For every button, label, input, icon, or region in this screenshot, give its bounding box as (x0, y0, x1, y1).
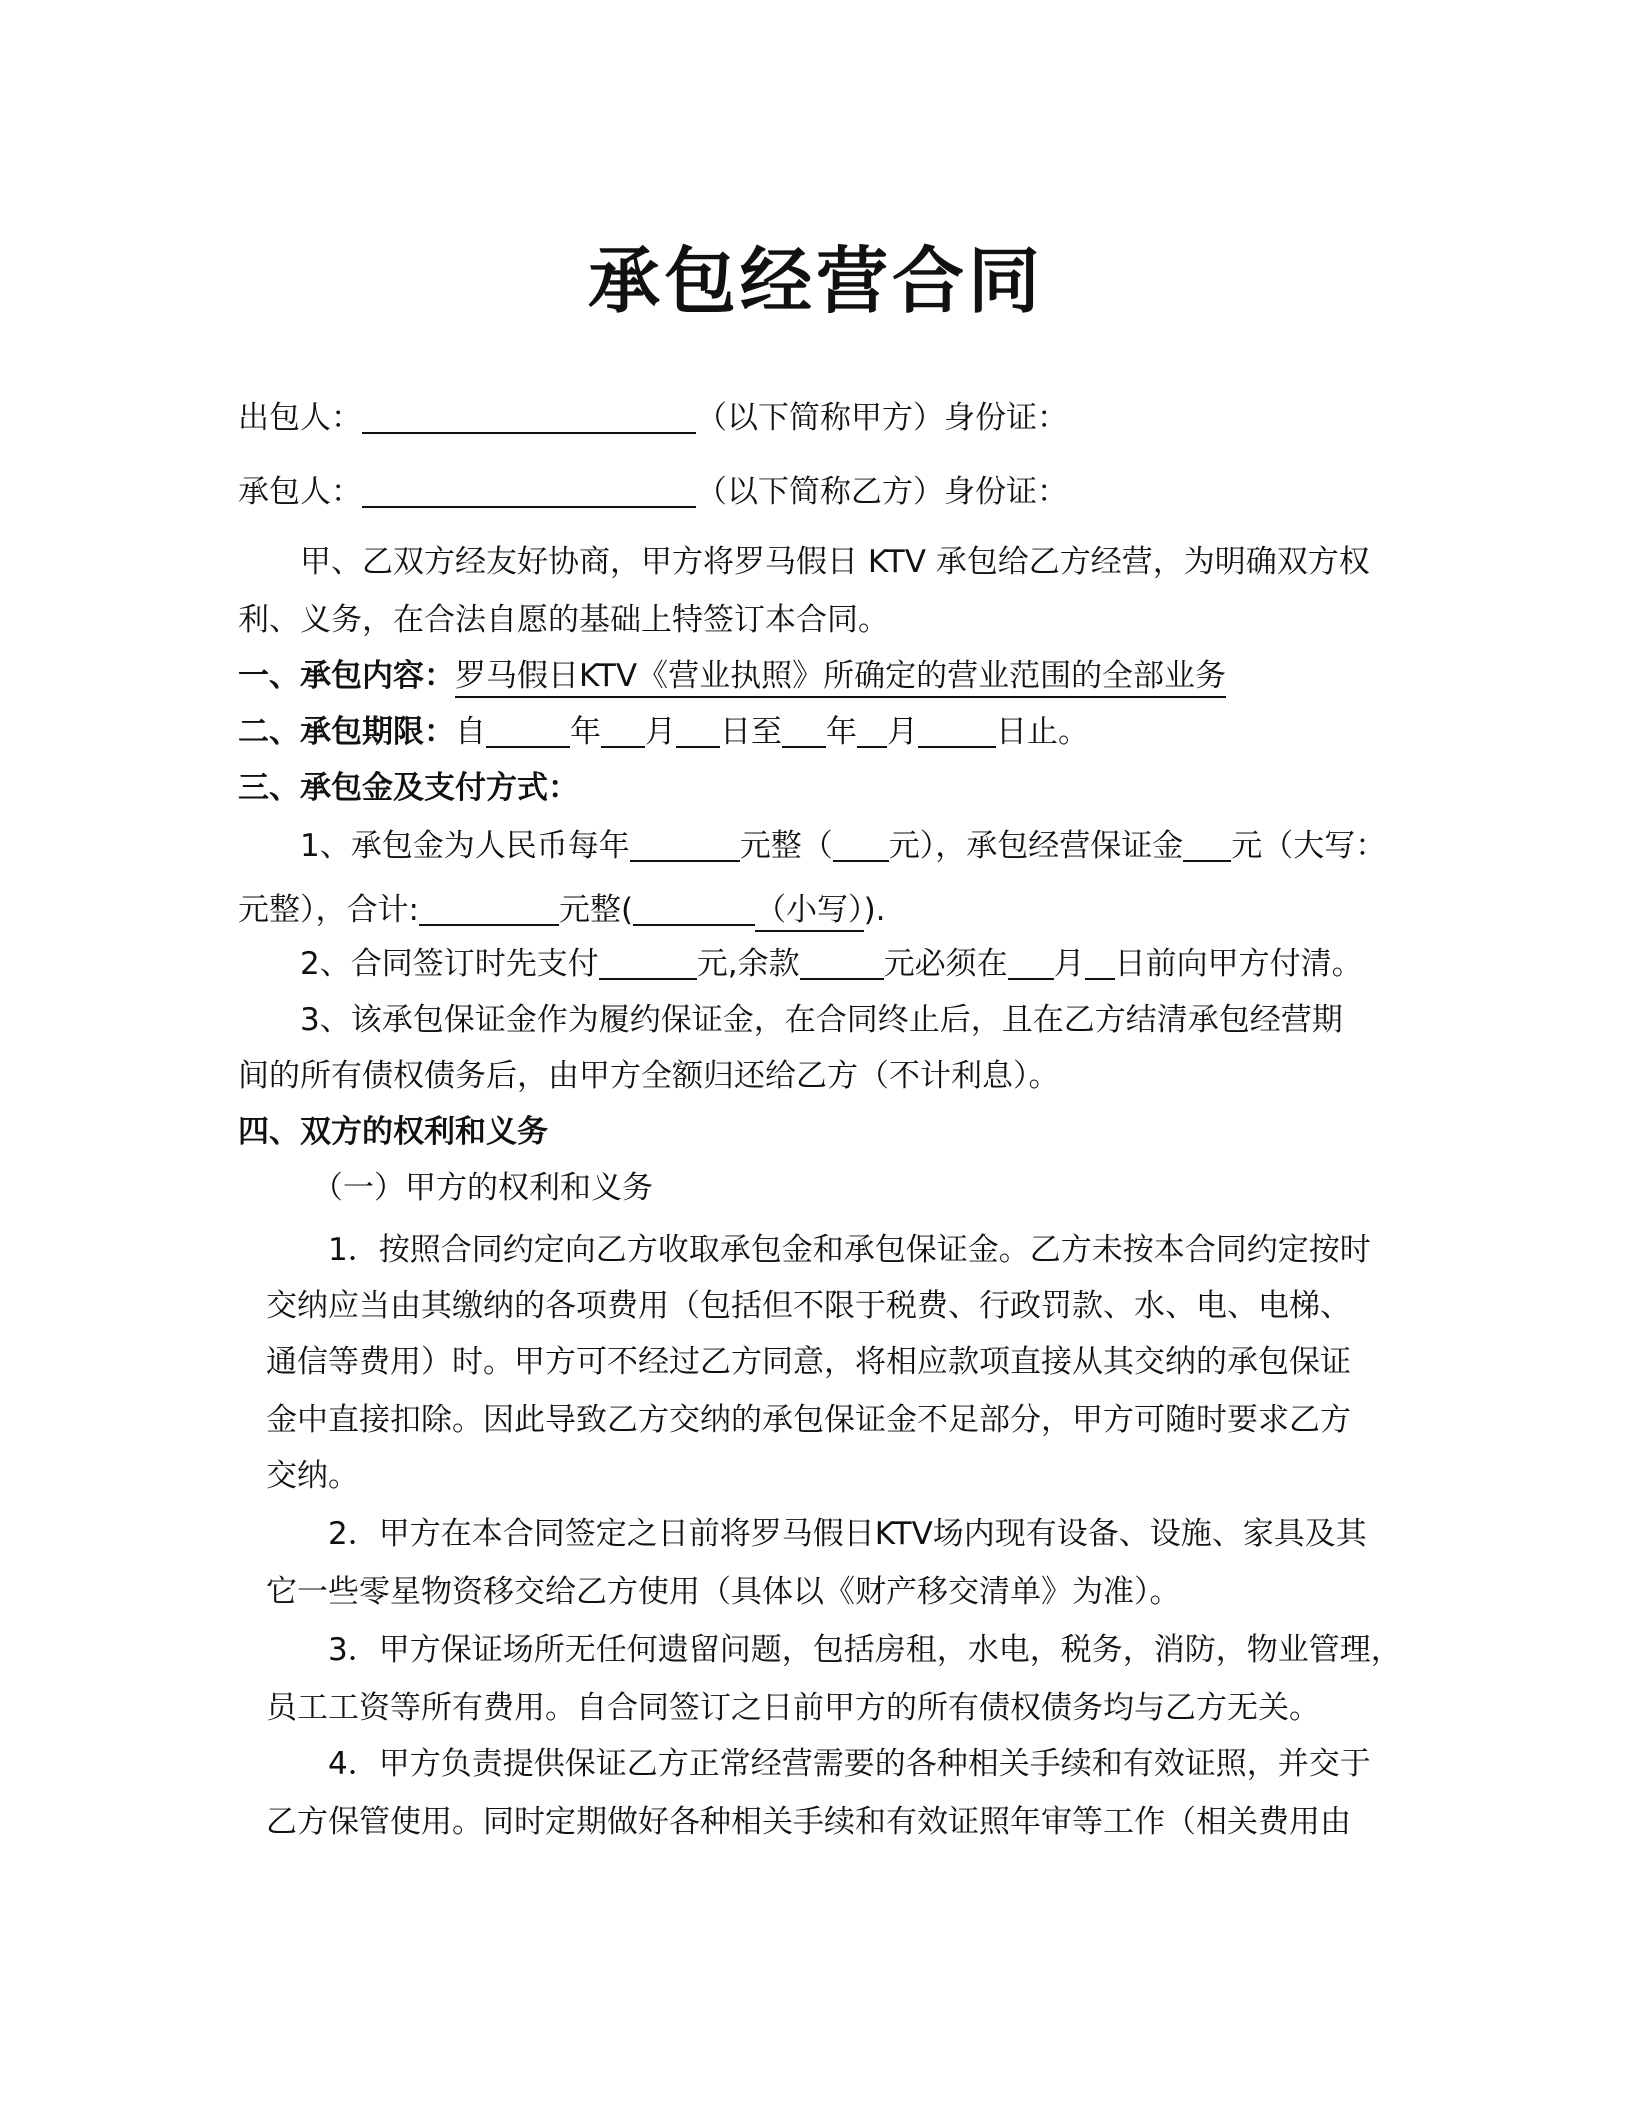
payment-1-text-f: 元整( (558, 892, 634, 928)
party-b-line (238, 470, 1068, 514)
payment-2-text-b: 元,余款 (696, 946, 800, 982)
annual-fee-blank (630, 828, 740, 862)
payment-item-2 (300, 942, 1363, 986)
term-start-day-blank (676, 714, 720, 748)
payment-2-text-d: 月 (1053, 946, 1085, 982)
section-3-heading: 三、承包金及支付方式： (238, 770, 579, 806)
total-blank (419, 892, 559, 926)
payment-1-text-c: 元），承包经营保证金 (888, 828, 1184, 864)
payment-2-text-e: 日前向甲方付清。 (1114, 946, 1363, 982)
payment-1-text-b: 元整（ (739, 828, 833, 864)
term-year-text: 年 (570, 714, 601, 750)
payment-1-text-h: ). (863, 892, 886, 928)
payment-item-3-line-2: 间的所有债权债务后，由甲方全额归还给乙方（不计利息）。 (238, 1058, 1060, 1094)
term-end-text: 日止。 (996, 714, 1089, 750)
item-3-line-1: 3．甲方保证场所无任何遗留问题，包括房租，水电，税务，消防，物业管理， (328, 1632, 1402, 1668)
payment-1-text-e: 元整），合计: (238, 892, 419, 928)
annual-fee-figure-blank (833, 828, 889, 862)
balance-blank (800, 946, 884, 980)
party-b-suffix: （以下简称乙方）身份证： (696, 474, 1068, 510)
due-day-blank (1085, 946, 1115, 980)
deposit-blank (1183, 828, 1231, 862)
item-1-line-3: 通信等费用）时。甲方可不经过乙方同意，将相应款项直接从其交纳的承包保证 (266, 1344, 1351, 1380)
item-1-line-5: 交纳。 (266, 1458, 359, 1494)
document-title: 承包经营合同 (587, 239, 1044, 323)
term-start-month-blank (601, 714, 645, 748)
payment-1-text-g: （小写） (755, 892, 864, 932)
payment-1-text-d: 元（大写： (1231, 828, 1387, 864)
section-4-subheading: （一）甲方的权利和义务 (312, 1170, 653, 1206)
item-2-line-2: 它一些零星物资移交给乙方使用（具体以《财产移交清单》为准）。 (266, 1574, 1181, 1610)
section-1-body: 罗马假日KTV《营业执照》所确定的营业范围的全部业务 (455, 658, 1226, 698)
party-a-line (238, 396, 1068, 440)
item-1-line-2: 交纳应当由其缴纳的各项费用（包括但不限于税费、行政罚款、水、电、电梯、 (266, 1288, 1351, 1324)
party-a-suffix: （以下简称甲方）身份证： (696, 400, 1068, 436)
total-figure-blank (633, 892, 755, 926)
item-3-line-2: 员工工资等所有费用。自合同签订之日前甲方的所有债权债务均与乙方无关。 (266, 1690, 1320, 1726)
item-4-line-2: 乙方保管使用。同时定期做好各种相关手续和有效证照年审等工作（相关费用由 (266, 1804, 1351, 1840)
party-b-name-blank (362, 474, 696, 508)
section-2-heading: 二、承包期限： (238, 714, 455, 750)
party-b-label: 承包人： (238, 474, 362, 510)
payment-item-1 (300, 824, 1386, 868)
term-to-text: 日至 (720, 714, 782, 750)
party-a-label: 出包人： (238, 400, 362, 436)
party-a-name-blank (362, 400, 696, 434)
payment-2-text-a: 2、合同签订时先支付 (300, 946, 599, 982)
section-4-heading: 四、双方的权利和义务 (238, 1114, 548, 1150)
item-2-line-1: 2．甲方在本合同签定之日前将罗马假日KTV场内现有设备、设施、家具及其 (328, 1516, 1367, 1552)
section-1 (238, 654, 1226, 698)
intro-line-1: 甲、乙双方经友好协商，甲方将罗马假日 KTV 承包给乙方经营，为明确双方权 (300, 544, 1370, 580)
term-end-month-text: 月 (887, 714, 918, 750)
term-month-text: 月 (645, 714, 676, 750)
due-month-blank (1008, 946, 1054, 980)
term-end-year-text: 年 (826, 714, 857, 750)
item-1-line-1: 1．按照合同约定向乙方收取承包金和承包保证金。乙方未按本合同约定按时 (328, 1232, 1371, 1268)
payment-1-text-a: 1、承包金为人民币每年 (300, 828, 630, 864)
payment-item-3-line-1: 3、该承包保证金作为履约保证金，在合同终止后，且在乙方结清承包经营期 (300, 1002, 1343, 1038)
section-2 (238, 710, 1089, 754)
term-end-day-blank (918, 714, 996, 748)
intro-line-2: 利、义务，在合法自愿的基础上特签订本合同。 (238, 602, 889, 638)
section-1-heading: 一、承包内容： (238, 658, 455, 694)
term-from-text: 自 (455, 714, 486, 750)
payment-2-text-c: 元必须在 (883, 946, 1008, 982)
term-start-year-blank (486, 714, 570, 748)
initial-payment-blank (599, 946, 697, 980)
item-1-line-4: 金中直接扣除。因此导致乙方交纳的承包保证金不足部分，甲方可随时要求乙方 (266, 1402, 1351, 1438)
item-4-line-1: 4．甲方负责提供保证乙方正常经营需要的各种相关手续和有效证照，并交于 (328, 1746, 1371, 1782)
payment-item-1-cont (238, 888, 886, 932)
term-end-month-blank (857, 714, 887, 748)
term-end-year-blank (782, 714, 826, 748)
